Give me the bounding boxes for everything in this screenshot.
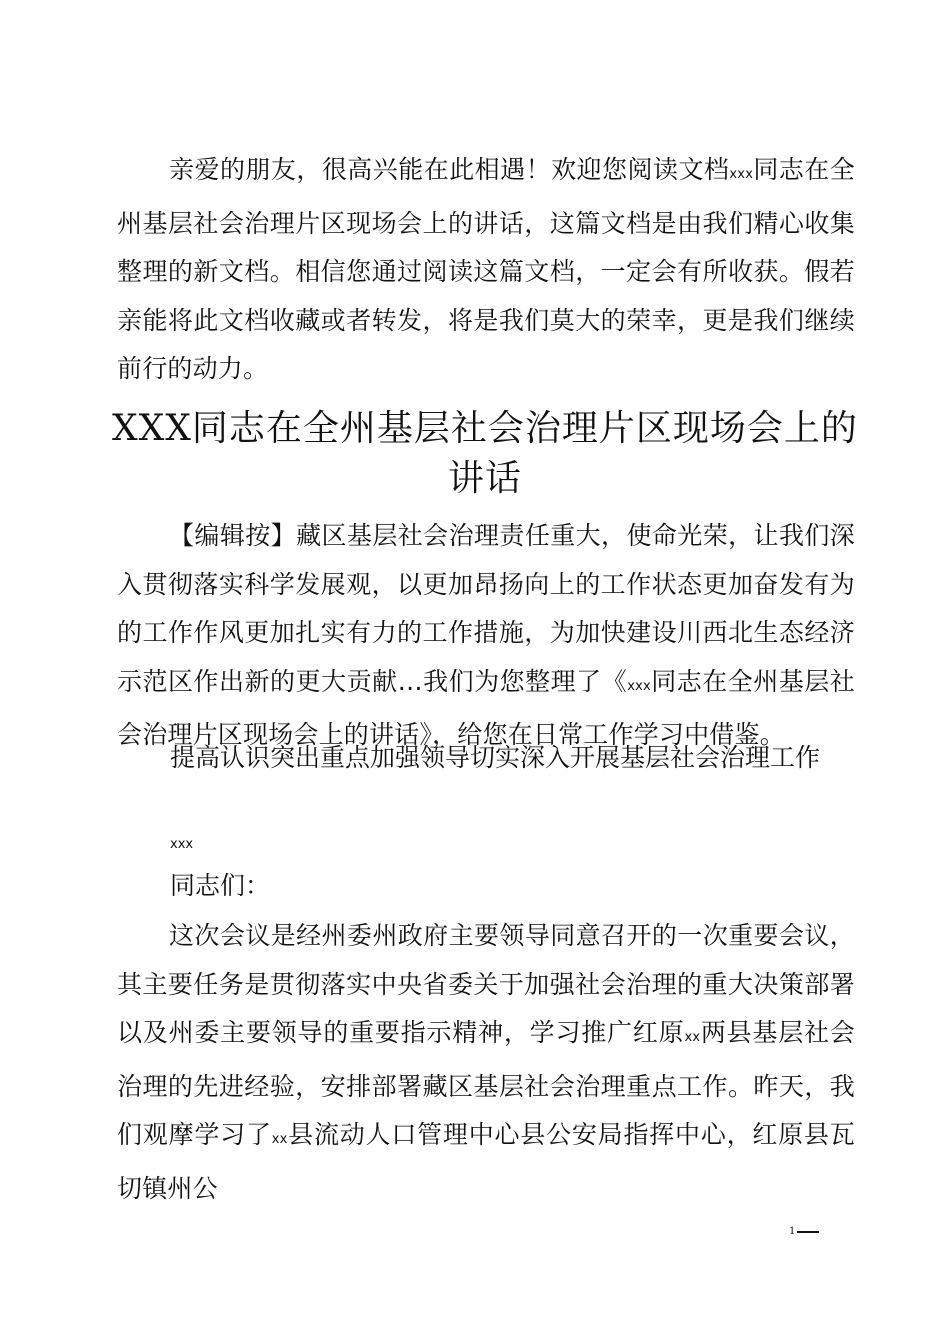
editor-note-paragraph xyxy=(117,512,855,760)
speech-salutation: 同志们： xyxy=(170,871,271,900)
title-line-1: XXX同志在全州基层社会治理片区现场会上的 xyxy=(112,408,858,449)
speech-body-placeholder-xx-2: xx xyxy=(271,1132,288,1147)
intro-placeholder-xxx: xxx xyxy=(729,167,754,182)
speech-author: xxx xyxy=(170,837,194,852)
speech-body-text-1: 这次会议是经州委州政府主要领导同意召开的一次重要会议，其主要任务是贯彻落实中央省委关于加强社会治理的重大决策部署以及州委主要领导的重要指示精神，学习推广红原 xyxy=(117,921,855,1047)
editor-note-placeholder-xxx: xxx xyxy=(627,678,651,694)
page-number: 1 xyxy=(789,1226,796,1237)
intro-text-1: 亲爱的朋友，很高兴能在此相遇！欢迎您阅读文档 xyxy=(169,155,730,184)
speech-subtitle: 提高认识突出重点加强领导切实深入开展基层社会治理工作 xyxy=(170,743,821,772)
speech-body-text-2: 两县基层社会治理的先进经验，安排部署藏区基层社会治理重点工作。昨天，我们观摩学习了 xyxy=(117,1018,856,1149)
speech-body-text-3: 县流动人口管理中心县公安局指挥中心，红原县瓦切镇州公 xyxy=(117,1120,856,1203)
document-title xyxy=(100,404,870,504)
intro-text-2: 同志在全州基层社会治理片区现场会上的讲话，这篇文档是由我们精心收集整理的新文档。相信您通过阅读这篇文档，一定会有所收获。假若亲能将此文档收藏或者转发，将是我们莫大的荣幸，更是我们继续前行的动力。 xyxy=(117,155,855,383)
page-number-dash xyxy=(797,1231,819,1233)
editor-note-text-2: 同志在全州基层社会治理片区现场会上的讲话》，给您在日常工作学习中借鉴。 xyxy=(117,666,855,749)
editor-note-text-1: 【编辑按】藏区基层社会治理责任重大，使命光荣，让我们深入贯彻落实科学发展观，以更加昂扬向上的工作状态更加奋发有为的工作作风更加扎实有力的工作措施，为加快建设川西北生态经济示范区作出新的更大贡献…我们为您整理了《 xyxy=(117,521,855,696)
speech-body-placeholder-xx-1: xx xyxy=(684,1030,701,1045)
title-line-2: 讲话 xyxy=(447,458,522,499)
intro-paragraph xyxy=(117,146,855,394)
speech-body-paragraph xyxy=(117,912,855,1213)
